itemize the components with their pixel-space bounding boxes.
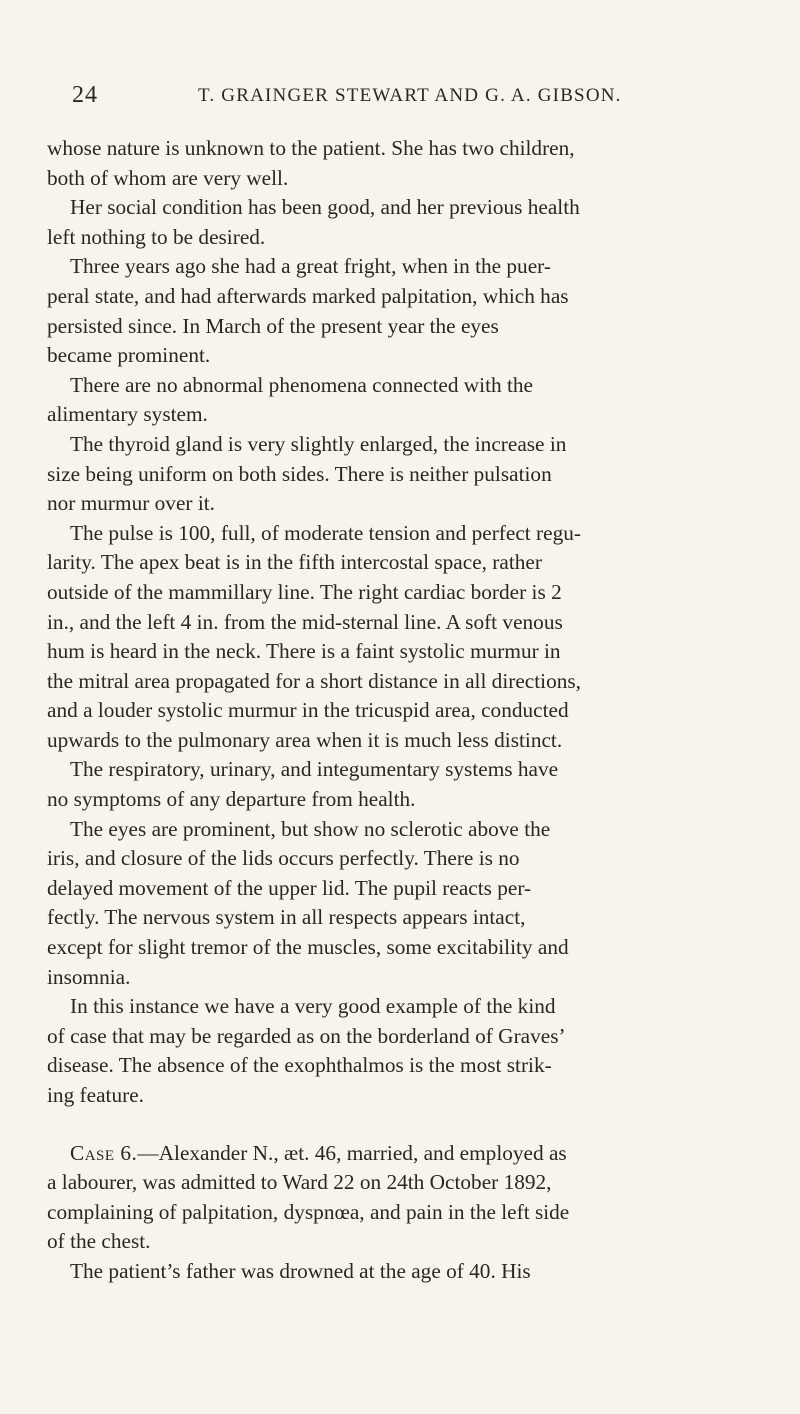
case-label: Case 6. [70, 1140, 138, 1165]
text-line: a labourer, was admitted to Ward 22 on 24th October 1892, [47, 1170, 552, 1195]
text-line: alimentary system. [47, 402, 208, 427]
text-line: insomnia. [47, 964, 131, 989]
text-line: left nothing to be desired. [47, 224, 266, 249]
text-line: except for slight tremor of the muscles, some excitability and [47, 935, 569, 960]
case-text: —Alexander N., æt. 46, married, and employed as [137, 1140, 567, 1165]
text-line: The thyroid gland is very slightly enlarged, the increase in [70, 431, 567, 456]
text-line: upwards to the pulmonary area when it is much less distinct. [47, 727, 563, 752]
page-number: 24 [72, 82, 98, 108]
text-line: hum is heard in the neck. There is a faint systolic murmur in [47, 639, 561, 664]
text-line: ing feature. [47, 1083, 144, 1107]
text-line: no symptoms of any departure from health. [47, 787, 416, 812]
text-line: complaining of palpitation, dyspnœa, and pain in the left side [47, 1199, 570, 1224]
text-line: whose nature is unknown to the patient. She has two children, [47, 136, 575, 160]
text-line: larity. The apex beat is in the fifth intercostal space, rather [47, 550, 542, 575]
case-heading-line [47, 1139, 770, 1169]
text-line: and a louder systolic murmur in the tricuspid area, conducted [47, 698, 569, 723]
text-line: The eyes are prominent, but show no sclerotic above the [70, 816, 551, 841]
running-title: T. GRAINGER STEWART AND G. A. GIBSON. [198, 85, 622, 106]
text-line: Three years ago she had a great fright, when in the puer- [70, 254, 551, 279]
text-line: Her social condition has been good, and her previous health [70, 195, 580, 220]
text-line: The patient’s father was drowned at the age of 40. His [70, 1258, 531, 1283]
text-line: persisted since. In March of the present year the eyes [47, 313, 499, 338]
text-line: The pulse is 100, full, of moderate tension and perfect regu- [70, 520, 581, 545]
text-line: delayed movement of the upper lid. The pupil reacts per- [47, 875, 532, 900]
text-line: There are no abnormal phenomena connected with the [70, 372, 534, 397]
text-line: became prominent. [47, 343, 211, 368]
text-line: fectly. The nervous system in all respects appears intact, [47, 905, 526, 930]
text-line: iris, and closure of the lids occurs perfectly. There is no [47, 846, 520, 871]
text-line: outside of the mammillary line. The right cardiac border is 2 [47, 579, 562, 604]
text-line: of case that may be regarded as on the borderland of Graves’ [47, 1023, 566, 1048]
paragraph-gap [47, 1111, 770, 1139]
text-line: size being uniform on both sides. There is neither pulsation [47, 461, 552, 486]
running-head [72, 82, 760, 112]
text-line: the mitral area propagated for a short distance in all directions, [47, 668, 581, 693]
body-text [47, 134, 770, 1287]
text-line: of the chest. [47, 1229, 151, 1254]
text-line: peral state, and had afterwards marked palpitation, which has [47, 283, 569, 308]
text-line: disease. The absence of the exophthalmos is the most strik- [47, 1053, 552, 1078]
text-line: nor murmur over it. [47, 491, 215, 516]
text-line: both of whom are very well. [47, 165, 289, 190]
text-line: in., and the left 4 in. from the mid-sternal line. A soft venous [47, 609, 563, 634]
text-line: The respiratory, urinary, and integumentary systems have [70, 757, 559, 782]
text-line: In this instance we have a very good example of the kind [70, 994, 556, 1019]
